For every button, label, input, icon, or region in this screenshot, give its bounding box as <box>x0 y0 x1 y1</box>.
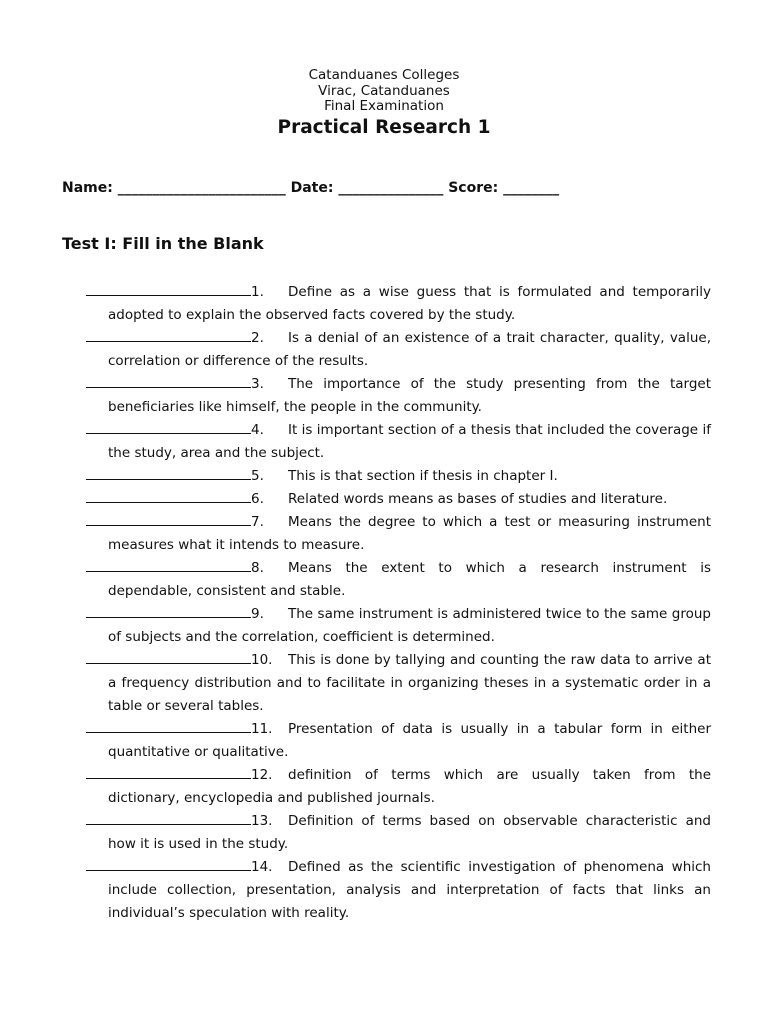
question-number: 11. <box>251 721 273 737</box>
question-item <box>86 764 711 810</box>
exam-header <box>0 68 768 140</box>
question-text: It is important section of a thesis that included the coverage if the study, area and the subject. <box>108 422 711 461</box>
question-text: This is that section if thesis in chapter I. <box>288 468 558 484</box>
question-text: Define as a wise guess that is formulated and temporarily adopted to explain the observed facts covered by the study. <box>108 284 711 323</box>
question-text: The same instrument is administered twice to the same group of subjects and the correlation, coefficient is determined. <box>108 606 711 645</box>
question-item <box>86 327 711 373</box>
question-item <box>86 856 711 925</box>
question-list <box>86 281 711 925</box>
school-name: Catanduanes Colleges <box>308 67 460 83</box>
question-item <box>86 419 711 465</box>
question-number: 10. <box>251 652 273 668</box>
question-item <box>86 373 711 419</box>
question-item <box>86 718 711 764</box>
question-number: 12. <box>251 767 273 783</box>
question-number: 8. <box>251 560 264 576</box>
answer-blank <box>86 467 251 480</box>
question-number: 7. <box>251 514 264 530</box>
answer-blank <box>86 329 251 342</box>
question-text: Means the extent to which a research instrument is dependable, consistent and stable. <box>108 560 711 599</box>
answer-blank <box>86 513 251 526</box>
answer-blank <box>86 559 251 572</box>
answer-blank <box>86 812 251 825</box>
question-number: 14. <box>251 859 273 875</box>
question-text: The importance of the study presenting from the target beneficiaries like himself, the people in the community. <box>108 376 711 415</box>
question-item <box>86 603 711 649</box>
question-item <box>86 281 711 327</box>
question-text: Is a denial of an existence of a trait character, quality, value, correlation or difference of the results. <box>108 330 711 369</box>
question-text: This is done by tallying and counting the raw data to arrive at a frequency distribution and to facilitate in organizing theses in a systematic order in a table or several tables. <box>108 652 711 714</box>
school-location: Virac, Catanduanes <box>318 82 450 99</box>
question-item <box>86 488 711 511</box>
question-number: 2. <box>251 330 264 346</box>
question-text: definition of terms which are usually taken from the dictionary, encyclopedia and published journals. <box>108 767 711 806</box>
answer-blank <box>86 490 251 503</box>
answer-blank <box>86 651 251 664</box>
question-text: Related words means as bases of studies and literature. <box>288 491 668 507</box>
question-number: 9. <box>251 606 264 622</box>
answer-blank <box>86 375 251 388</box>
answer-blank <box>86 720 251 733</box>
subject-title: Practical Research 1 <box>277 116 491 138</box>
question-text: Means the degree to which a test or measuring instrument measures what it intends to measure. <box>108 514 711 553</box>
exam-type: Final Examination <box>324 98 444 114</box>
answer-blank <box>86 605 251 618</box>
question-number: 4. <box>251 422 264 438</box>
test-heading: Test I: Fill in the Blank <box>62 234 264 253</box>
question-number: 13. <box>251 813 273 829</box>
question-item <box>86 649 711 718</box>
question-item <box>86 810 711 856</box>
question-number: 3. <box>251 376 264 392</box>
answer-blank <box>86 858 251 871</box>
question-number: 1. <box>251 284 264 300</box>
answer-blank <box>86 283 251 296</box>
student-info-line: Name: ________________________ Date: _______________ Score: ________ <box>62 180 560 196</box>
question-number: 5. <box>251 468 264 484</box>
question-item <box>86 511 711 557</box>
question-item <box>86 465 711 488</box>
question-text: Definition of terms based on observable characteristic and how it is used in the study. <box>108 813 711 852</box>
question-number: 6. <box>251 491 264 507</box>
question-item <box>86 557 711 603</box>
question-text: Presentation of data is usually in a tabular form in either quantitative or qualitative. <box>108 721 711 760</box>
answer-blank <box>86 766 251 779</box>
question-text: Defined as the scientific investigation of phenomena which include collection, presentation, analysis and interpretation of facts that links an individual’s speculation with reality. <box>108 859 711 921</box>
answer-blank <box>86 421 251 434</box>
